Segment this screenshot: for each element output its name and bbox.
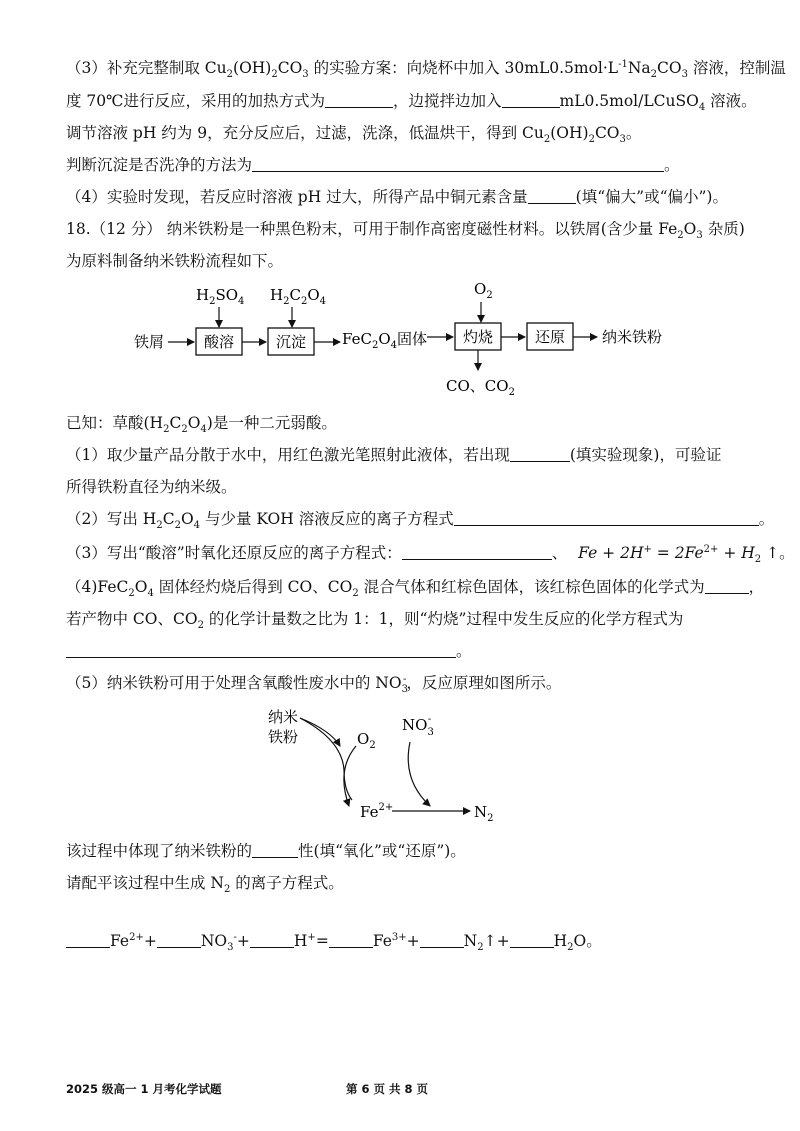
q18-part4-line1: $(4)FeC_2O_4$ 固体经灼烧后得到 CO、$CO_2$ 混合气体和红棕色固体，该红棕色固体的化学式为 ， <box>66 578 765 600</box>
svg-text:沉淀: 沉淀 <box>275 333 307 351</box>
footer-exam-title: 2025 级高一 1 月考化学试题 <box>66 1082 222 1096</box>
q18-part3: （3）写出“酸溶”时氧化还原反应的离子方程式： 、 $Fe + 2H^+ = 2Fe^{2+} + H_2$ ↑。 <box>66 543 795 566</box>
coef-blank-h[interactable] <box>250 932 294 948</box>
answer-blank-property[interactable] <box>252 842 298 858</box>
coef-blank-h2o[interactable] <box>510 932 554 948</box>
flow-start: 铁屑 <box>134 333 165 351</box>
svg-text:酸溶: 酸溶 <box>203 333 235 351</box>
coef-blank-fe3[interactable] <box>329 932 373 948</box>
reagent-o2: $O_2$ <box>474 280 493 301</box>
answer-blank-red-solid[interactable] <box>705 578 749 594</box>
answer-blank-wash-method[interactable] <box>252 156 664 172</box>
q17-part3-line2: 度 70℃进行反应，采用的加热方式为 ，边搅拌边加入 mL0.5mol/LCuSO$_4$ 溶液。 <box>66 92 757 114</box>
label-o2: $O_2$ <box>357 730 376 751</box>
coef-blank-fe2[interactable] <box>66 932 110 948</box>
flow-intermediate: $FeC_2O_4$固体 <box>342 330 428 351</box>
coef-blank-no3[interactable] <box>157 932 201 948</box>
given-equation: $Fe + 2H^+ = 2Fe^{2+} + H_2$ ↑ <box>578 543 780 566</box>
answer-blank-volume[interactable] <box>502 92 560 108</box>
q18-part4-line2: 若产物中 CO、$CO_2$ 的化学计量数之比为 1：1，则“灼烧”过程中发生反应的化学方程式为 <box>66 610 684 632</box>
flow-end: 纳米铁粉 <box>602 328 663 346</box>
q18-part4-line3: 。 <box>66 641 472 661</box>
q18-part2: （2）写出 $H_2C_2O_4$ 与少量 KOH 溶液反应的离子方程式 。 <box>66 510 775 532</box>
q18-part1-line1: （1）取少量产品分散于水中，用红色激光笔照射此液体，若出现 (填实验现象)，可验证 <box>66 446 722 464</box>
flow-diagram <box>0 270 800 405</box>
q18-part5: （5）纳米铁粉可用于处理含氧酸性废水中的 $NO_3^-$，反应原理如图所示。 <box>66 673 562 696</box>
q18-intro-line2: 为原料制备纳米铁粉流程如下。 <box>66 252 284 270</box>
reagent-h2c2o4: $H_2C_2O_4$ <box>270 286 327 307</box>
q17-part3-line1: （3）补充完整制取 $Cu_2(OH)_2CO_3$ 的实验方案：向烧杯中加入 $30mL0.5mol\cdot L^{-1}Na_2CO_3$ 溶液，控制温 <box>66 58 786 81</box>
q17-part4: （4）实验时发现，若反应时溶液 pH 过大，所得产品中铜元素含量 (填“偏大”或“偏小”)。 <box>66 188 728 206</box>
svg-text:灼烧: 灼烧 <box>462 328 494 346</box>
q18-known: 已知：草酸$(H_2C_2O_4)$是一种二元弱酸。 <box>66 414 337 436</box>
q18-intro-line1: 18.（12 分） 纳米铁粉是一种黑色粉末，可用于制作高密度磁性材料。以铁屑(含少量 $Fe_2O_3$ 杂质) <box>66 220 745 242</box>
label-nano-iron: 纳米 <box>268 708 299 726</box>
q18-part5-q1: 该过程中体现了纳米铁粉的 性(填“氧化”或“还原”)。 <box>66 842 466 860</box>
balance-equation: $Fe^{2+}+ NO_3^-+ H^+= Fe^{3+}+$ $N_2↑+ H_2O$。 <box>66 931 602 951</box>
answer-blank-phenomenon[interactable] <box>510 446 570 462</box>
answer-blank-heating[interactable] <box>325 92 393 108</box>
q17-part3-line4: 判断沉淀是否洗净的方法为 。 <box>66 156 680 174</box>
svg-text:铁粉: 铁粉 <box>268 728 299 746</box>
label-n2: $N_2$ <box>474 803 494 824</box>
svg-text:还原: 还原 <box>534 328 566 346</box>
label-fe2: $Fe^{2+}$ <box>360 802 394 821</box>
coef-blank-n2[interactable] <box>420 932 464 948</box>
reaction-diagram <box>0 700 800 830</box>
answer-blank-redox-eq[interactable] <box>402 544 552 560</box>
reagent-h2so4: $H_2SO_4$ <box>196 286 245 307</box>
footer-page-number: 第 6 页 共 8 页 <box>346 1082 429 1096</box>
answer-blank-copper-content[interactable] <box>528 188 576 204</box>
q18-part5-q2: 请配平该过程中生成 $N_2$ 的离子方程式。 <box>66 874 344 896</box>
q18-part1-line2: 所得铁粉直径为纳米级。 <box>66 478 237 496</box>
q17-part3-line3: 调节溶液 pH 约为 9，充分反应后，过滤，洗涤，低温烘干，得到 $Cu_2(OH)_2CO_3$。 <box>66 124 642 146</box>
label-no3: $NO_3-$ <box>402 714 434 738</box>
answer-blank-ionic-eq[interactable] <box>454 510 759 526</box>
answer-blank-calcine-eq[interactable] <box>66 642 456 658</box>
flow-gas: CO、$CO_2$ <box>446 377 515 398</box>
